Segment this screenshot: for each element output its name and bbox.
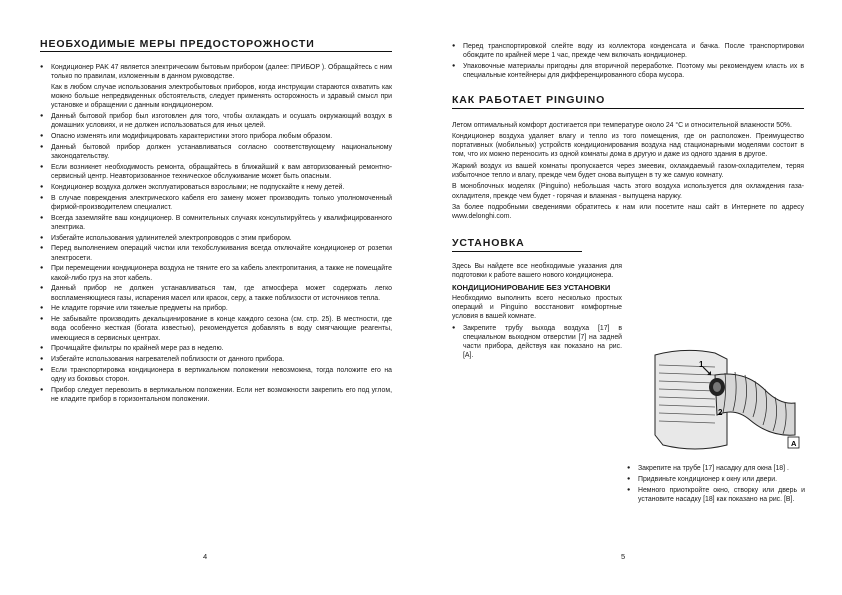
list-item: ● Прочищайте фильтры по крайней мере раз в неделю.	[40, 344, 392, 353]
callout-1: 1	[699, 360, 704, 369]
list-item: ● Кондиционер PAK 47 является электрическим бытовым прибором (далее: ПРИБОР ). Обращайтесь с ним только по правилам, изложенным в данном руководстве. Как в любом случае использования электробытовых приборов, когда инструкции стараются охватить как можно больше непредвиденных обстоятельств, следует применять осторожность и здравый смысл при установке и обращении с данным кондиционером.	[40, 63, 392, 110]
left-page	[40, 40, 392, 406]
list-item: ● Закрепите на трубе [17] насадку для окна [18] .	[627, 464, 805, 473]
installation-steps	[627, 464, 805, 506]
list-item: ● Упаковочные материалы пригодны для вторичной переработке. Поэтому мы рекомендуем класть их в специальные контейнеры для дифференцированного сбора мусора.	[452, 62, 804, 80]
list-item: ● Не кладите горячие или тяжелые предметы на прибор.	[40, 304, 392, 313]
list-item: ● Кондиционер воздуха должен эксплуатироваться взрослыми; не подпускайте к нему детей.	[40, 183, 392, 192]
list-item: ● Избегайте использования нагревателей поблизости от данного прибора.	[40, 355, 392, 364]
list-item: ● Данный бытовой прибор был изготовлен для того, чтобы охлаждать и осушать окружающий воздух в домашних условиях, и не должен использоваться для иных целей.	[40, 112, 392, 130]
how-it-works-heading: КАК РАБОТАЕТ PINGUINO	[452, 96, 804, 108]
how-it-works-text: Летом оптимальный комфорт достигается при температуре около 24 °С и относительной влажности 50%. Кондиционер воздуха удаляет влагу и тепло из того помещения, где он расположен. Преимущество портативных (мобильных) устройств кондиционирования воздуха над стационарными моделями состоит в том, что их можно переносить из одной комнаты дома в другую и даже из одного здания в другое. Жаркий воздух из вашей комнаты пропускается через змеевик, охлаждаемый газом-охладителем, теряя избыточное тепло и влагу, прежде чем будет снова выпущен в ту же самую комнату. В моноблочных моделях (Pinguino) небольшая часть этого воздуха используется для охлаждения газа-охладителя, прежде чем будет - горячая и влажная - выпущена наружу. За более подробными сведениями обратитесь к нам или посетите наш сайт в Интернете по адресу www.delonghi.com.	[452, 121, 804, 221]
list-item: ● При перемещении кондиционера воздуха не тяните его за кабель электропитания, а также не помещайте какой-либо груз на этот кабель.	[40, 264, 392, 282]
installation-heading: УСТАНОВКА	[452, 239, 582, 251]
list-item: ● В случае повреждения электрического кабеля его замену может производить только уполномоченный фирмой-производителем специалист.	[40, 194, 392, 212]
list-item: ● Придвиньте кондиционер к окну или двери.	[627, 475, 805, 484]
list-item: ● Немного приоткройте окно, створку или дверь и установите насадку [18] как показано на рис. [B].	[627, 486, 805, 504]
page-number-left: 4	[203, 552, 208, 561]
list-item: ● Если возникнет необходимость ремонта, обращайтесь в ближайший к вам авторизованный ремонтно-сервисный центр. Неавторизованное техническое обслуживание может быть опасным.	[40, 163, 392, 181]
installation-subheading: КОНДИЦИОНИРОВАНИЕ БЕЗ УСТАНОВКИ	[452, 283, 611, 292]
list-item: ● Не забывайте производить декальцинирование в конце каждого сезона (см. стр. 25). В местности, где вода особенно жесткая (богата известью), рекомендуется добавлять в воду смягчающие реагенты, имеющиеся в сервисных центрах.	[40, 315, 392, 343]
precautions-list	[40, 63, 392, 404]
list-item: ● Если транспортировка кондиционера в вертикальном положении невозможна, тогда положите его на одну из боковых сторон.	[40, 366, 392, 384]
figure-label: A	[791, 439, 797, 448]
air-conditioner-illustration	[645, 345, 805, 460]
precautions-heading: НЕОБХОДИМЫЕ МЕРЫ ПРЕДОСТОРОЖНОСТИ	[40, 40, 392, 52]
page-number-right: 5	[621, 552, 626, 561]
list-item: ● Перед выполнением операций чистки или техобслуживания всегда отключайте кондиционер от розетки электросети.	[40, 244, 392, 262]
list-item: ● Избегайте использования удлинителей электропроводов с этим прибором.	[40, 234, 392, 243]
list-item: ● Закрепите трубу выхода воздуха [17] в специальном выходном отверстии [7] на задней части прибора, действуя как показано на рис. [А].	[452, 324, 622, 361]
list-item: ● Всегда заземляйте ваш кондиционер. В сомнительных случаях консультируйтесь у квалифицированного электрика.	[40, 214, 392, 232]
list-item: ● Прибор следует перевозить в вертикальном положении. Если нет возможности закрепить его под углом, не кладите прибор в горизонтальном положении.	[40, 386, 392, 404]
installation-text: Здесь Вы найдете все необходимые указания для подготовки к работе вашего нового кондиционера. КОНДИЦИОНИРОВАНИЕ БЕЗ УСТАНОВКИ Необходимо выполнить всего несколько простых операций и Pinguino восстановит комфортные условия в вашей комнате. ● Закрепите трубу выхода воздуха [17] в специальном выходном отверстии [7] на задней части прибора, действуя как показано на рис. [А].	[452, 262, 622, 361]
transport-list	[452, 42, 804, 80]
callout-2: 2	[718, 408, 723, 417]
list-item: ● Опасно изменять или модифицировать характеристики этого прибора любым образом.	[40, 132, 392, 141]
right-page	[452, 40, 804, 362]
list-item: ● Данный бытовой прибор должен устанавливаться согласно соответствующему национальному законодательству.	[40, 143, 392, 161]
list-item: ● Данный прибор не должен устанавливаться там, где атмосфера может содержать легко воспламеняющиеся газы, испарения масел или красок, серу, а также поблизости от источников тепла.	[40, 284, 392, 302]
list-item: ● Перед транспортировкой слейте воду из коллектора конденсата и бачка. После транспортировки обождите по крайней мере 1 час, прежде чем включать кондиционер.	[452, 42, 804, 60]
